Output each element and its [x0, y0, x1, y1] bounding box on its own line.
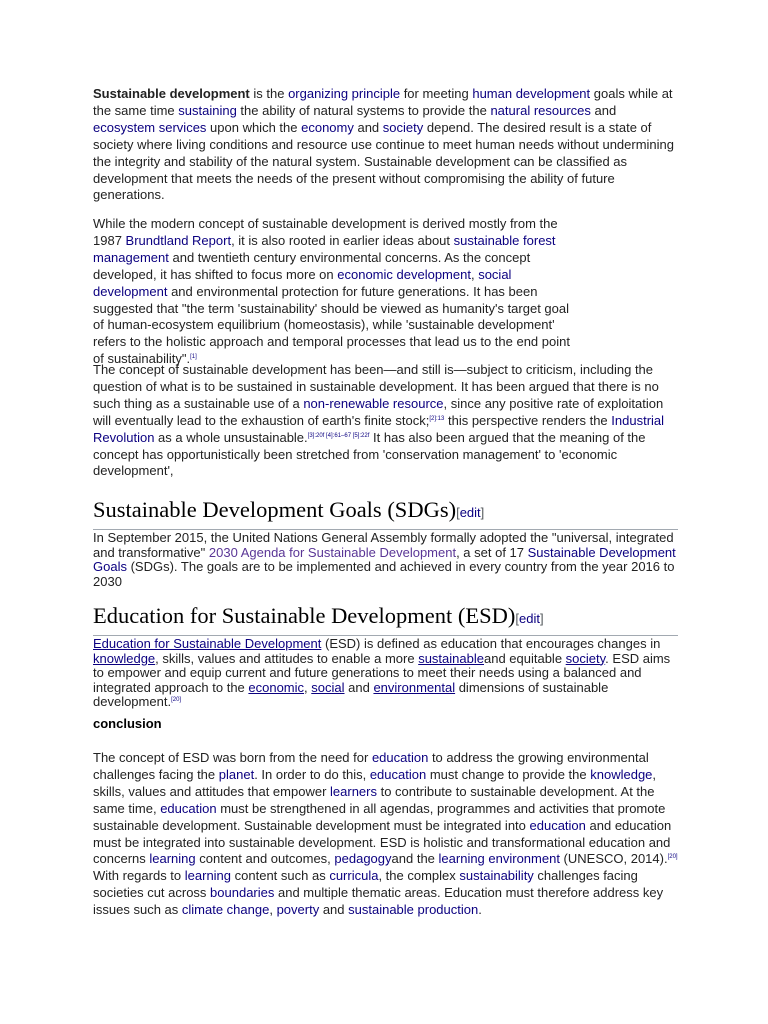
- text: (UNESCO, 2014).: [559, 851, 668, 867]
- edit-section: [456, 505, 484, 520]
- text: It has also been argued that the meaning of the concept has opportunistically been stretched from 'conservation management' to 'economic development',: [93, 429, 646, 479]
- text: , skills, values and attitudes to enable a more: [155, 650, 419, 666]
- conclusion-heading: conclusion: [93, 716, 162, 731]
- text: With regards to: [93, 868, 185, 884]
- text: , the complex: [378, 868, 460, 884]
- link-poverty[interactable]: poverty: [276, 902, 320, 918]
- text: , since any positive rate of exploitation will eventually lead to the exhaustion of earth's finite stock;: [93, 395, 664, 428]
- link-human-development[interactable]: human development: [472, 86, 591, 101]
- citation-20[interactable]: [20]: [667, 854, 678, 861]
- link-knowledge[interactable]: knowledge: [93, 650, 156, 666]
- link-planet[interactable]: planet: [218, 766, 255, 782]
- link-economy[interactable]: economy: [301, 119, 354, 135]
- link-society[interactable]: society: [382, 119, 424, 135]
- text: In September 2015, the United Nations General Assembly formally adopted the "universal, integrated and transformative": [93, 530, 674, 560]
- text: upon which the: [206, 119, 302, 135]
- link-sustainable-production[interactable]: sustainable production: [348, 902, 479, 918]
- link-industrial-revolution[interactable]: Industrial Revolution: [93, 412, 665, 445]
- history-paragraph: [93, 216, 583, 368]
- text: for meeting: [400, 86, 473, 101]
- link-learning[interactable]: learning: [149, 851, 196, 867]
- citation-2[interactable]: [2]:13: [429, 415, 445, 422]
- text: content and outcomes,: [195, 851, 335, 867]
- link-education[interactable]: education: [371, 750, 429, 765]
- link-social-development[interactable]: social development: [93, 266, 512, 299]
- text: the ability of natural systems to provide the: [236, 102, 491, 118]
- link-education[interactable]: education: [160, 800, 217, 816]
- text: and: [353, 119, 383, 135]
- text: goals while at the same time: [93, 86, 673, 118]
- text: The concept of ESD was born from the need for: [93, 750, 372, 765]
- link-esd[interactable]: Education for Sustainable Development: [93, 636, 322, 651]
- text: and twentieth century environmental concerns. As the concept developed, it has shifted to focus more on: [93, 249, 531, 282]
- bracket: [: [515, 611, 520, 626]
- text: . In order to do this,: [254, 766, 370, 782]
- link-sustainable-development-goals[interactable]: Sustainable Development Goals: [93, 544, 676, 574]
- text: ,: [304, 679, 312, 695]
- text: depend. The desired result is a state of society where living conditions and resource use continue to meet human needs without undermining the integrity and stability of the natural system. Sustainable development can be classified as development that meets the needs of the present without compromising the ability of future generations.: [93, 119, 675, 203]
- text: content such as: [231, 868, 330, 884]
- text: . ESD aims to empower and equip current and future generations to meet their needs using a balanced and integrated approach to the: [93, 650, 671, 695]
- link-learning-environment[interactable]: learning environment: [438, 851, 560, 867]
- bold-term: Sustainable development: [93, 86, 250, 101]
- link-economic-development[interactable]: economic development: [337, 266, 471, 282]
- text: (SDGs). The goals are to be implemented and achieved in every country from the year 2016 to 2030: [93, 559, 675, 589]
- link-education[interactable]: education: [369, 766, 427, 782]
- conclusion-paragraph: [93, 750, 679, 919]
- link-education[interactable]: education: [529, 817, 586, 833]
- link-environmental[interactable]: environmental: [373, 679, 456, 695]
- bracket: ]: [480, 505, 485, 520]
- link-brundtland-report[interactable]: Brundtland Report: [125, 232, 232, 248]
- text: must change to provide the: [426, 766, 591, 782]
- link-sustainable-forest-management[interactable]: sustainable forest management: [93, 232, 556, 265]
- intro-paragraph: [93, 86, 679, 204]
- heading-text: Education for Sustainable Development (ESD): [93, 603, 516, 628]
- text: and: [344, 679, 374, 695]
- text: ,: [470, 266, 479, 282]
- link-sustainability[interactable]: sustainability: [459, 868, 534, 884]
- link-sustaining[interactable]: sustaining: [178, 102, 237, 118]
- section-heading-esd: [93, 602, 678, 636]
- text: and the: [391, 851, 439, 867]
- link-2030-agenda[interactable]: 2030 Agenda for Sustainable Development: [208, 544, 457, 560]
- link-natural-resources[interactable]: natural resources: [490, 102, 591, 118]
- text: and: [319, 902, 349, 918]
- text: as a whole unsustainable.: [154, 429, 308, 445]
- text: challenges facing societies cut across: [93, 868, 638, 901]
- section-heading-sdgs: [93, 496, 678, 530]
- citation-5[interactable]: [5]:22f: [352, 432, 370, 439]
- text: to address the growing environmental challenges facing the: [93, 750, 649, 782]
- link-non-renewable-resource[interactable]: non-renewable resource: [303, 395, 444, 411]
- text: The concept of sustainable development has been—and still is—subject to criticism, including the question of what is to be sustained in sustainable development. It has been argued that there is no such thing as a sustainable use of a: [93, 362, 659, 411]
- text: , a set of 17: [456, 544, 528, 560]
- link-society-esd[interactable]: society: [565, 650, 606, 666]
- link-sustainable[interactable]: sustainable: [418, 650, 484, 666]
- link-boundaries[interactable]: boundaries: [210, 885, 275, 901]
- citation-3[interactable]: [3]:20f: [307, 432, 325, 439]
- text: must be strengthened in all agendas, programmes and activities that promote sustainable development. Sustainable development must be integrated into: [93, 800, 666, 833]
- text: While the modern concept of sustainable development is derived mostly from the 1987: [93, 216, 558, 248]
- text: and multiple thematic areas. Education must therefore address key issues such as: [93, 885, 664, 918]
- link-economic[interactable]: economic: [248, 679, 305, 695]
- citation-4[interactable]: [4]:61–67: [326, 432, 352, 439]
- text: is the: [249, 86, 289, 101]
- link-curricula[interactable]: curricula: [329, 868, 379, 884]
- esd-paragraph: [93, 637, 679, 710]
- link-organizing-principle[interactable]: organizing principle: [288, 86, 401, 101]
- link-learners[interactable]: learners: [330, 783, 377, 799]
- text: , skills, values and attitudes that empower: [93, 766, 657, 799]
- link-knowledge[interactable]: knowledge: [590, 766, 653, 782]
- edit-section: [515, 611, 543, 626]
- text: dimensions of sustainable development.: [93, 679, 609, 709]
- citation-20[interactable]: [20]: [171, 697, 182, 703]
- text: and: [590, 102, 617, 118]
- citation-1[interactable]: [1]: [190, 354, 197, 361]
- text: .: [478, 902, 482, 918]
- text: (ESD) is defined as education that encourages changes in: [321, 636, 661, 651]
- text: and environmental protection for future generations. It has been suggested that "the term 'sustainability' should be viewed as humanity's target goal of human-ecosystem equilibrium (homeostasis), while 'sustainable development' refers to the holistic approach and temporal processes that lead us to the end point of sustainability".: [93, 283, 570, 367]
- bracket: ]: [540, 611, 544, 626]
- link-ecosystem-services[interactable]: ecosystem services: [93, 119, 207, 135]
- criticism-paragraph: [93, 362, 679, 480]
- link-social[interactable]: social: [311, 679, 345, 695]
- sdgs-paragraph: [93, 531, 679, 589]
- text: ,: [269, 902, 277, 918]
- text: this perspective renders the: [444, 412, 612, 428]
- edit-link-sdgs[interactable]: edit: [459, 505, 481, 520]
- text: to contribute to sustainable development. At the same time,: [93, 783, 655, 816]
- link-learning[interactable]: learning: [184, 868, 232, 884]
- heading-text: Sustainable Development Goals (SDGs): [93, 497, 457, 522]
- bracket: [: [456, 505, 460, 520]
- link-climate-change[interactable]: climate change: [181, 902, 270, 918]
- text: and equitable: [483, 650, 566, 666]
- text: and education must be integrated into sustainable development. ESD is holistic and transformational education and concerns: [93, 817, 672, 867]
- edit-link-esd[interactable]: edit: [519, 611, 540, 626]
- text: , it is also rooted in earlier ideas about: [231, 232, 454, 248]
- link-pedagogy[interactable]: pedagogy: [334, 851, 392, 867]
